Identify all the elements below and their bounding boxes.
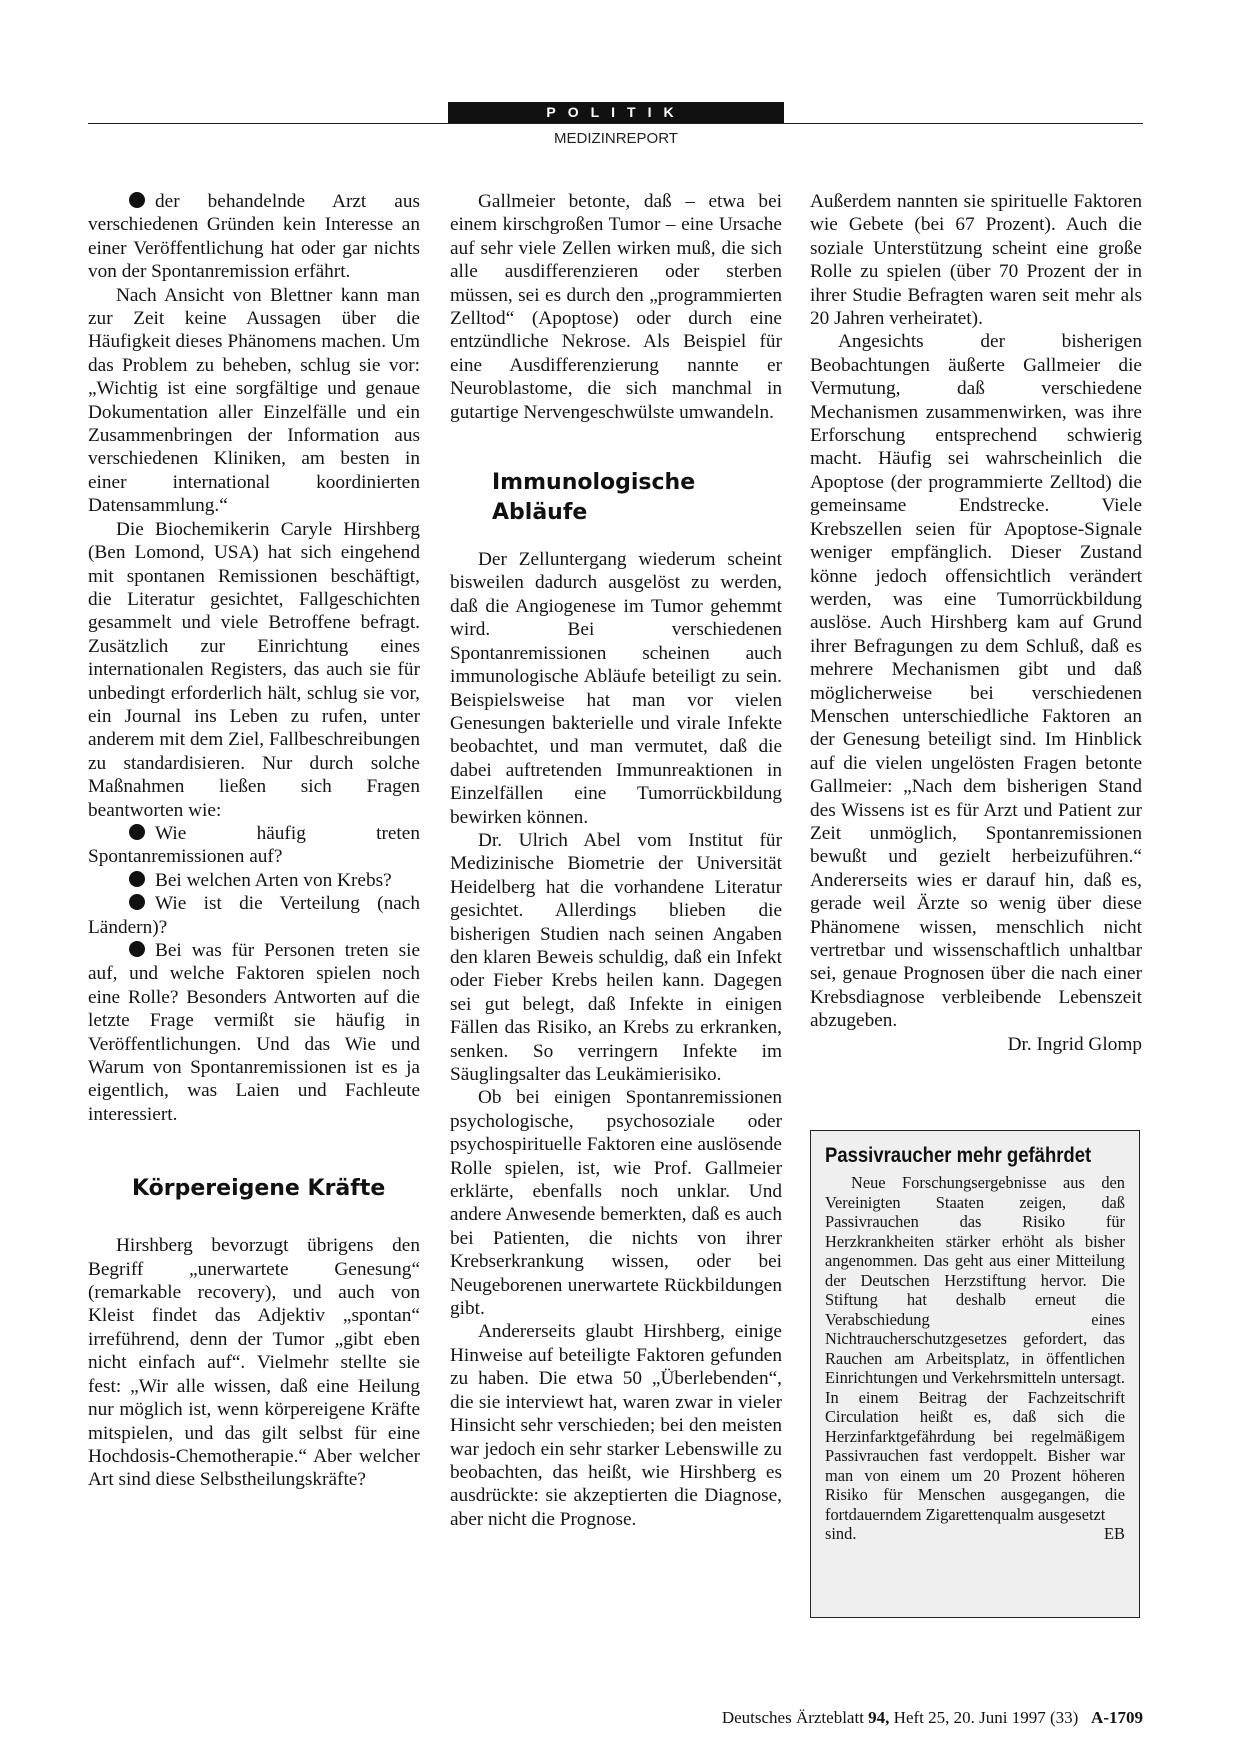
column-3 — [810, 190, 1142, 1056]
bullet-icon — [129, 871, 145, 887]
bullet-text: Bei was für Personen treten sie auf, und welche Faktoren spielen noch eine Rolle? Besonders Antworten auf die letzte Frage vermißt sie häufig in Veröffentlichungen. Und das Wie und Warum von Spontanremissionen ist es ja eigentlich, was Laien und Fachleute interessiert. — [88, 940, 420, 1125]
volume-number: 94, — [868, 1708, 890, 1727]
box-text: Neue Forschungsergebnisse aus den Vereinigten Staaten zeigen, daß Passivrauchen das Risiko für Herzkrankheiten stärker erhöht als bisher angenommen. Das geht aus einer Mitteilung der Deutschen Herzstiftung hervor. Die Stiftung hat deshalb erneut die Verabschiedung eines Nichtraucherschutzgesetzes gefordert, das Rauchen am Arbeitsplatz, in öffentlichen Einrichtungen und Verkehrsmitteln untersagt. In einem Beitrag der Fachzeitschrift Circulation heißt es, daß sich die Herzinfarktgefährdung bei regelmäßigem Passivrauchen fast verdoppelt. Bisher war man von einem um 20 Prozent höheren Risiko für Menschen ausgegangen, die fortdauerndem Zigarettenqualm ausgesetzt — [825, 1173, 1125, 1524]
news-box — [810, 1130, 1140, 1618]
section-heading: Körpereigene Kräfte — [132, 1176, 386, 1202]
paragraph: Dr. Ulrich Abel vom Institut für Medizinische Biometrie der Universität Heidelberg hat die vorhandene Literatur gesichtet. Allerdings blieben die bisherigen Studien nach seinen Angaben den klaren Beweis schuldig, daß ein Infekt oder Fieber Krebs heilen kann. Dagegen sei gut belegt, daß Infekte in einigen Fällen das Risiko, an Krebs zu erkranken, senken. So verringern Infekte im Säuglingsalter das Leukämierisiko. — [450, 829, 782, 1085]
page-footer — [600, 1708, 1143, 1728]
bullet-item — [88, 869, 420, 892]
box-title: Passivraucher mehr gefährdet — [825, 1143, 1092, 1167]
bullet-icon — [129, 894, 145, 910]
bullet-item — [88, 939, 420, 1126]
subsection-label: MEDIZINREPORT — [554, 130, 678, 147]
box-signature-line — [825, 1524, 1125, 1544]
bullet-icon — [129, 824, 145, 840]
bullet-item — [88, 892, 420, 939]
journal-name: Deutsches Ärzteblatt — [721, 1708, 864, 1727]
box-signature: EB — [1104, 1524, 1125, 1543]
paragraph: Außerdem nannten sie spirituelle Faktoren wie Gebete (bei 67 Prozent). Auch die soziale Unterstützung scheint eine große Rolle zu spielen (über 70 Prozent der in ihrer Studie Befragten waren seit mehr als 20 Jahren verheiratet). — [810, 191, 1142, 330]
paragraph: Angesichts der bisherigen Beobachtungen äußerte Gallmeier die Vermutung, daß verschiedene Mechanismen zusammenwirken, was ihre Erforschung entsprechend schwierig macht. Häufig sei wahrscheinlich die Apoptose (der programmierte Zelltod) die gemeinsame Endstrecke. Viele Krebszellen seien für Apoptose-Signale weniger empfänglich. Dieser Zustand könne jedoch offensichtlich verändert werden, was eine Tumorrückbildung auslöse. Auch Hirshberg kam auf Grund ihrer Befragungen zu dem Schluß, daß es mehrere Mechanismen gibt und daß möglicherweise bei verschiedenen Menschen unterschiedliche Faktoren an der Genesung beteiligt sind. Im Hinblick auf die vielen ungelösten Fragen betonte Gallmeier: „Nach dem bisherigen Stand des Wissens ist es für Arzt und Patient zur Zeit unmöglich, Spontanremissionen bewußt und gezielt herbeizuführen.“ Andererseits wies er darauf hin, daß es, gerade weil Ärzte so wenig über diese Phänomene wissen, menschlich nicht vertretbar und wissenschaftlich unhaltbar sei, genaue Prognosen über die nach einer Krebsdiagnose verbleibende Lebenszeit abzugeben. — [810, 331, 1142, 1032]
paragraph: Die Biochemikerin Caryle Hirshberg (Ben Lomond, USA) hat sich eingehend mit spontanen Remissionen beschäftigt, die Literatur gesichtet, Fallgeschichten gesammelt und viele Betroffene befragt. Zusätzlich zur Einrichtung eines internationalen Registers, das auch sie für unbedingt erforderlich hält, schlug sie vor, ein Journal ins Leben zu rufen, unter anderem mit dem Ziel, Fallbeschreibungen zu standardisieren. Nur durch solche Maßnahmen ließen sich Fragen beantworten wie: — [88, 518, 420, 821]
header-rule — [88, 123, 1143, 124]
bullet-text: Bei welchen Arten von Krebs? — [155, 869, 392, 891]
paragraph: Nach Ansicht von Blettner kann man zur Zeit keine Aussagen über die Häufigkeit dieses Phänomens machen. Um das Problem zu beheben, schlug sie vor: „Wichtig ist eine sorgfältige und genaue Dokumentation aller Einzelfälle und ein Zusammenbringen der Information aus verschiedenen Kliniken, am besten in einer international koordinierten Datensammlung.“ — [88, 284, 420, 517]
bullet-icon — [129, 192, 145, 208]
column-2 — [450, 190, 782, 1531]
section-heading: Immunologische Abläufe — [492, 470, 696, 526]
paragraph: Andererseits glaubt Hirshberg, einige Hinweise auf beteiligte Faktoren gefunden zu haben. Die etwa 50 „Überlebenden“, die sie interviewt hat, waren zwar in vieler Hinsicht sehr verschieden; bei den meisten war jedoch ein sehr starker Lebenswille zu beobachten, das heißt, wie Hirshberg es ausdrückte: sie akzeptierten die Diagnose, aber nicht die Prognose. — [450, 1321, 782, 1530]
bullet-text: Wie ist die Verteilung (nach Ländern)? — [88, 893, 420, 938]
issue-info: Heft 25, 20. Juni 1997 (33) — [893, 1708, 1079, 1727]
box-last-word: sind. — [825, 1524, 857, 1543]
paragraph: Gallmeier betonte, daß – etwa bei einem kirschgroßen Tumor – eine Ursache auf sehr viele Zellen wirken muß, die sich alle ausdifferenzieren oder sterben müssen, sei es durch den „programmierten Zelltod“ (Apoptose) oder durch eine entzündliche Nekrose. Als Beispiel für eine Ausdifferenzierung nannte er Neuroblastome, die sich manchmal in gutartige Nervengeschwülste umwandeln. — [450, 191, 782, 423]
bullet-text: Wie häufig treten Spontanremissionen auf? — [88, 822, 420, 868]
paragraph: Ob bei einigen Spontanremissionen psychologische, psychosoziale oder psychospirituelle Faktoren eine auslösende Rolle spielen, ist, wie Prof. Gallmeier erklärte, ebenfalls noch unklar. Und andere Anwesende bemerkten, daß es auch bei Patienten, die nichts von ihrer Krebserkrankung wissen, oder bei Neugeborenen unerwartete Rückbildungen gibt. — [450, 1087, 782, 1320]
column-1 — [88, 190, 420, 1492]
page-number: A-1709 — [1091, 1708, 1143, 1727]
bullet-paragraph — [88, 190, 420, 284]
paragraph: Der Zelluntergang wiederum scheint bisweilen dadurch ausgelöst zu werden, daß die Angiogenese im Tumor gehemmt wird. Bei verschiedenen Spontanremissionen scheinen auch immunologische Abläufe beteiligt zu sein. Beispielsweise hat man vor vielen Genesungen bakterielle und virale Infekte beobachtet, und man vermutet, daß die dabei auftretenden Immunreaktionen in Einzelfällen eine Tumorrückbildung bewirken können. — [450, 549, 782, 828]
bullet-icon — [129, 941, 145, 957]
author-signature: Dr. Ingrid Glomp — [1007, 1033, 1142, 1055]
paragraph: Hirshberg bevorzugt übrigens den Begriff „unerwartete Genesung“ (remarkable recovery), und auch von Kleist findet das Adjektiv „spontan“ irreführend, denn der Tumor „gibt eben nicht einfach auf“. Vielmehr stellte sie fest: „Wir alle wissen, daß eine Heilung nur möglich ist, wenn körpereigene Kräfte mitspielen, und das gilt selbst für eine Hochdosis-Chemotherapie.“ Aber welcher Art sind diese Selbstheilungskräfte? — [88, 1235, 420, 1491]
bullet-item — [88, 822, 420, 869]
section-label: POLITIK — [448, 102, 784, 123]
paragraph-text: der behandelnde Arzt aus verschiedenen Gründen kein Interesse an einer Veröffentlichung hat oder gar nichts von der Spontanremission erfährt. — [88, 191, 420, 283]
